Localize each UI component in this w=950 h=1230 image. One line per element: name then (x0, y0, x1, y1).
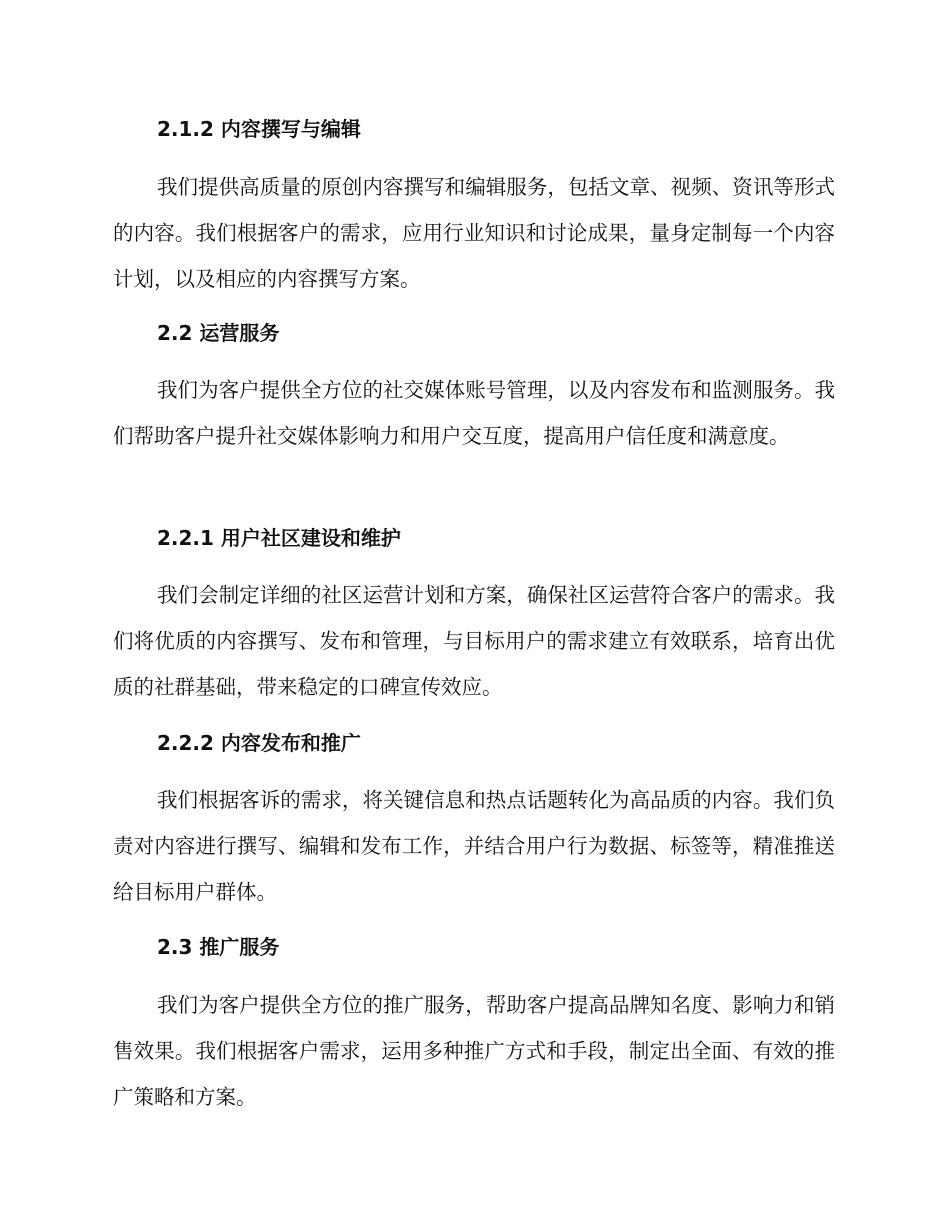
section-paragraph: 我们会制定详细的社区运营计划和方案，确保社区运营符合客户的需求。我们将优质的内容撰写、发布和管理，与目标用户的需求建立有效联系，培育出优质的社群基础，带来稳定的口碑宣传效应。 (113, 583, 835, 699)
section-heading: 2.2.1 用户社区建设和维护 (157, 526, 401, 550)
section-heading: 2.1.2 内容撰写与编辑 (157, 117, 361, 141)
section-paragraph: 我们为客户提供全方位的社交媒体账号管理，以及内容发布和监测服务。我们帮助客户提升社交媒体影响力和用户交互度，提高用户信任度和满意度。 (113, 378, 835, 448)
section-heading: 2.3 推广服务 (157, 935, 280, 959)
section-heading: 2.2 运营服务 (157, 321, 280, 345)
section-heading: 2.2.2 内容发布和推广 (157, 731, 361, 755)
section-paragraph: 我们提供高质量的原创内容撰写和编辑服务，包括文章、视频、资讯等形式的内容。我们根据客户的需求，应用行业知识和讨论成果，量身定制每一个内容计划，以及相应的内容撰写方案。 (113, 175, 835, 291)
section-paragraph: 我们根据客诉的需求，将关键信息和热点话题转化为高品质的内容。我们负责对内容进行撰写、编辑和发布工作，并结合用户行为数据、标签等，精准推送给目标用户群体。 (113, 788, 835, 904)
section-paragraph: 我们为客户提供全方位的推广服务，帮助客户提高品牌知名度、影响力和销售效果。我们根据客户需求，运用多种推广方式和手段，制定出全面、有效的推广策略和方案。 (113, 993, 835, 1109)
